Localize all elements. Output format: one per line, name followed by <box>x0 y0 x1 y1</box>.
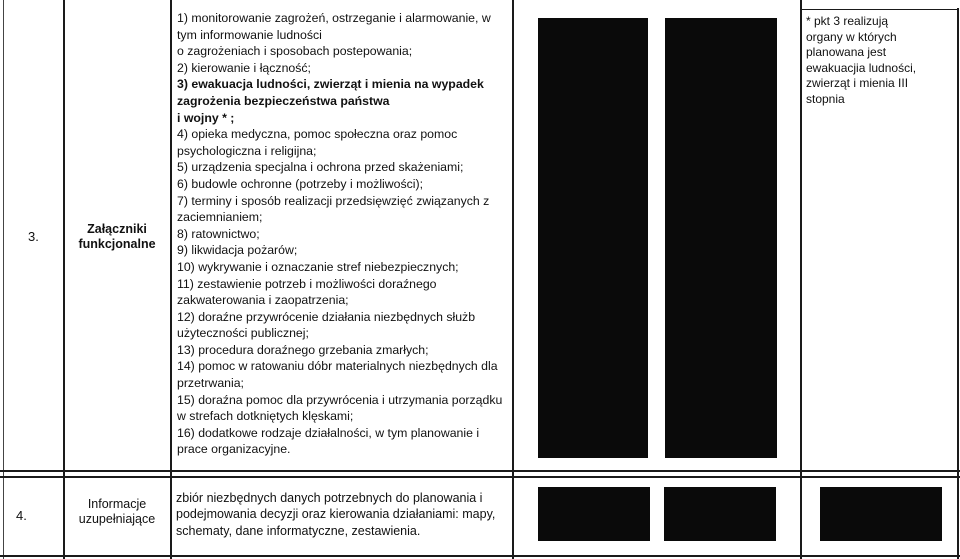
list-item: o zagrożeniach i sposobach postepowania; <box>177 44 413 59</box>
note-line: organy w których <box>806 29 897 44</box>
info-line: podejmowania decyzji oraz kierowania działaniami: mapy, <box>176 507 496 522</box>
list-item: 6) budowle ochronne (potrzeby i możliwości); <box>177 176 424 191</box>
row3-function-list <box>177 10 511 458</box>
grid-line-top-note <box>800 9 959 10</box>
list-item: 11) zestawienie potrzeb i możliwości doraźnego <box>177 276 437 291</box>
redacted-block-row3-a <box>538 18 648 458</box>
row4-label <box>64 497 170 527</box>
note-line: stopnia <box>806 91 845 106</box>
list-item: 16) dodatkowe rodzaje działalności, w tym planowanie i <box>177 425 480 440</box>
list-item: 9) likwidacja pożarów; <box>177 243 298 258</box>
list-item: 2) kierowanie i łączność; <box>177 60 311 75</box>
row3-label-line1: Załączniki <box>87 222 147 236</box>
list-item: przetrwania; <box>177 376 244 391</box>
list-item: prace organizacyjne. <box>177 442 291 457</box>
list-item: 10) wykrywanie i oznaczanie stref niebezpiecznych; <box>177 259 459 274</box>
redacted-block-row4-b <box>664 487 776 541</box>
list-item: 8) ratownictwo; <box>177 226 260 241</box>
row4-number: 4. <box>16 508 27 523</box>
note-line: zwierząt i mienia III <box>806 76 909 90</box>
grid-line-bottom <box>0 555 960 557</box>
list-item: 13) procedura doraźnego grzebania zmarłych; <box>177 342 429 357</box>
list-item-bold: 3) ewakuacja ludności, zwierząt i mienia na wypadek <box>177 77 484 92</box>
row3-remark-note <box>806 14 956 107</box>
list-item: w strefach dotkniętych klęskami; <box>177 409 354 424</box>
note-line: ewakuacjia ludności, <box>806 60 917 75</box>
list-item-bold: i wojny * ; <box>177 110 235 125</box>
list-item: 14) pomoc w ratowaniu dóbr materialnych niezbędnych dla <box>177 359 498 374</box>
list-item: użyteczności publicznej; <box>177 326 309 341</box>
grid-line-row-separator-1 <box>0 470 960 472</box>
list-item: tym informowanie ludności <box>177 27 322 42</box>
list-item: 5) urządzenia specjalna i ochrona przed skażeniami; <box>177 160 464 175</box>
list-item: psychologiczna i religijna; <box>177 143 317 158</box>
note-line: planowana jest <box>806 45 887 59</box>
info-line: zbiór niezbędnych danych potrzebnych do planowania i <box>176 491 483 505</box>
row4-label-line1: Informacje <box>87 497 147 511</box>
list-item: 1) monitorowanie zagrożeń, ostrzeganie i alarmowanie, w <box>177 11 491 25</box>
list-item: 12) doraźne przywrócenie działania niezbędnych służb <box>177 309 476 324</box>
row4-label-line2: uzupełniające <box>78 512 156 526</box>
row3-label-line2: funkcjonalne <box>78 237 156 251</box>
redacted-block-row4-c <box>820 487 942 541</box>
list-item: 4) opieka medyczna, pomoc społeczna oraz pomoc <box>177 127 458 142</box>
grid-line-row-separator-2 <box>0 476 960 478</box>
list-item: zakwaterowania i zaopatrzenia; <box>177 293 349 308</box>
row4-description <box>176 490 510 539</box>
redacted-block-row4-a <box>538 487 650 541</box>
list-item: zaciemnianiem; <box>177 210 263 225</box>
row3-label <box>66 222 168 252</box>
redacted-block-row3-b <box>665 18 777 458</box>
list-item: 7) terminy i sposób realizacji przedsięwzięć związanych z <box>177 193 490 208</box>
info-line: schematy, dane informatyczne, zestawienia. <box>176 523 421 538</box>
row3-number: 3. <box>28 229 39 244</box>
list-item: 15) doraźna pomoc dla przywrócenia i utrzymania porządku <box>177 392 503 407</box>
list-item-bold: zagrożenia bezpieczeństwa państwa <box>177 93 390 108</box>
note-line: * pkt 3 realizują <box>806 14 889 28</box>
